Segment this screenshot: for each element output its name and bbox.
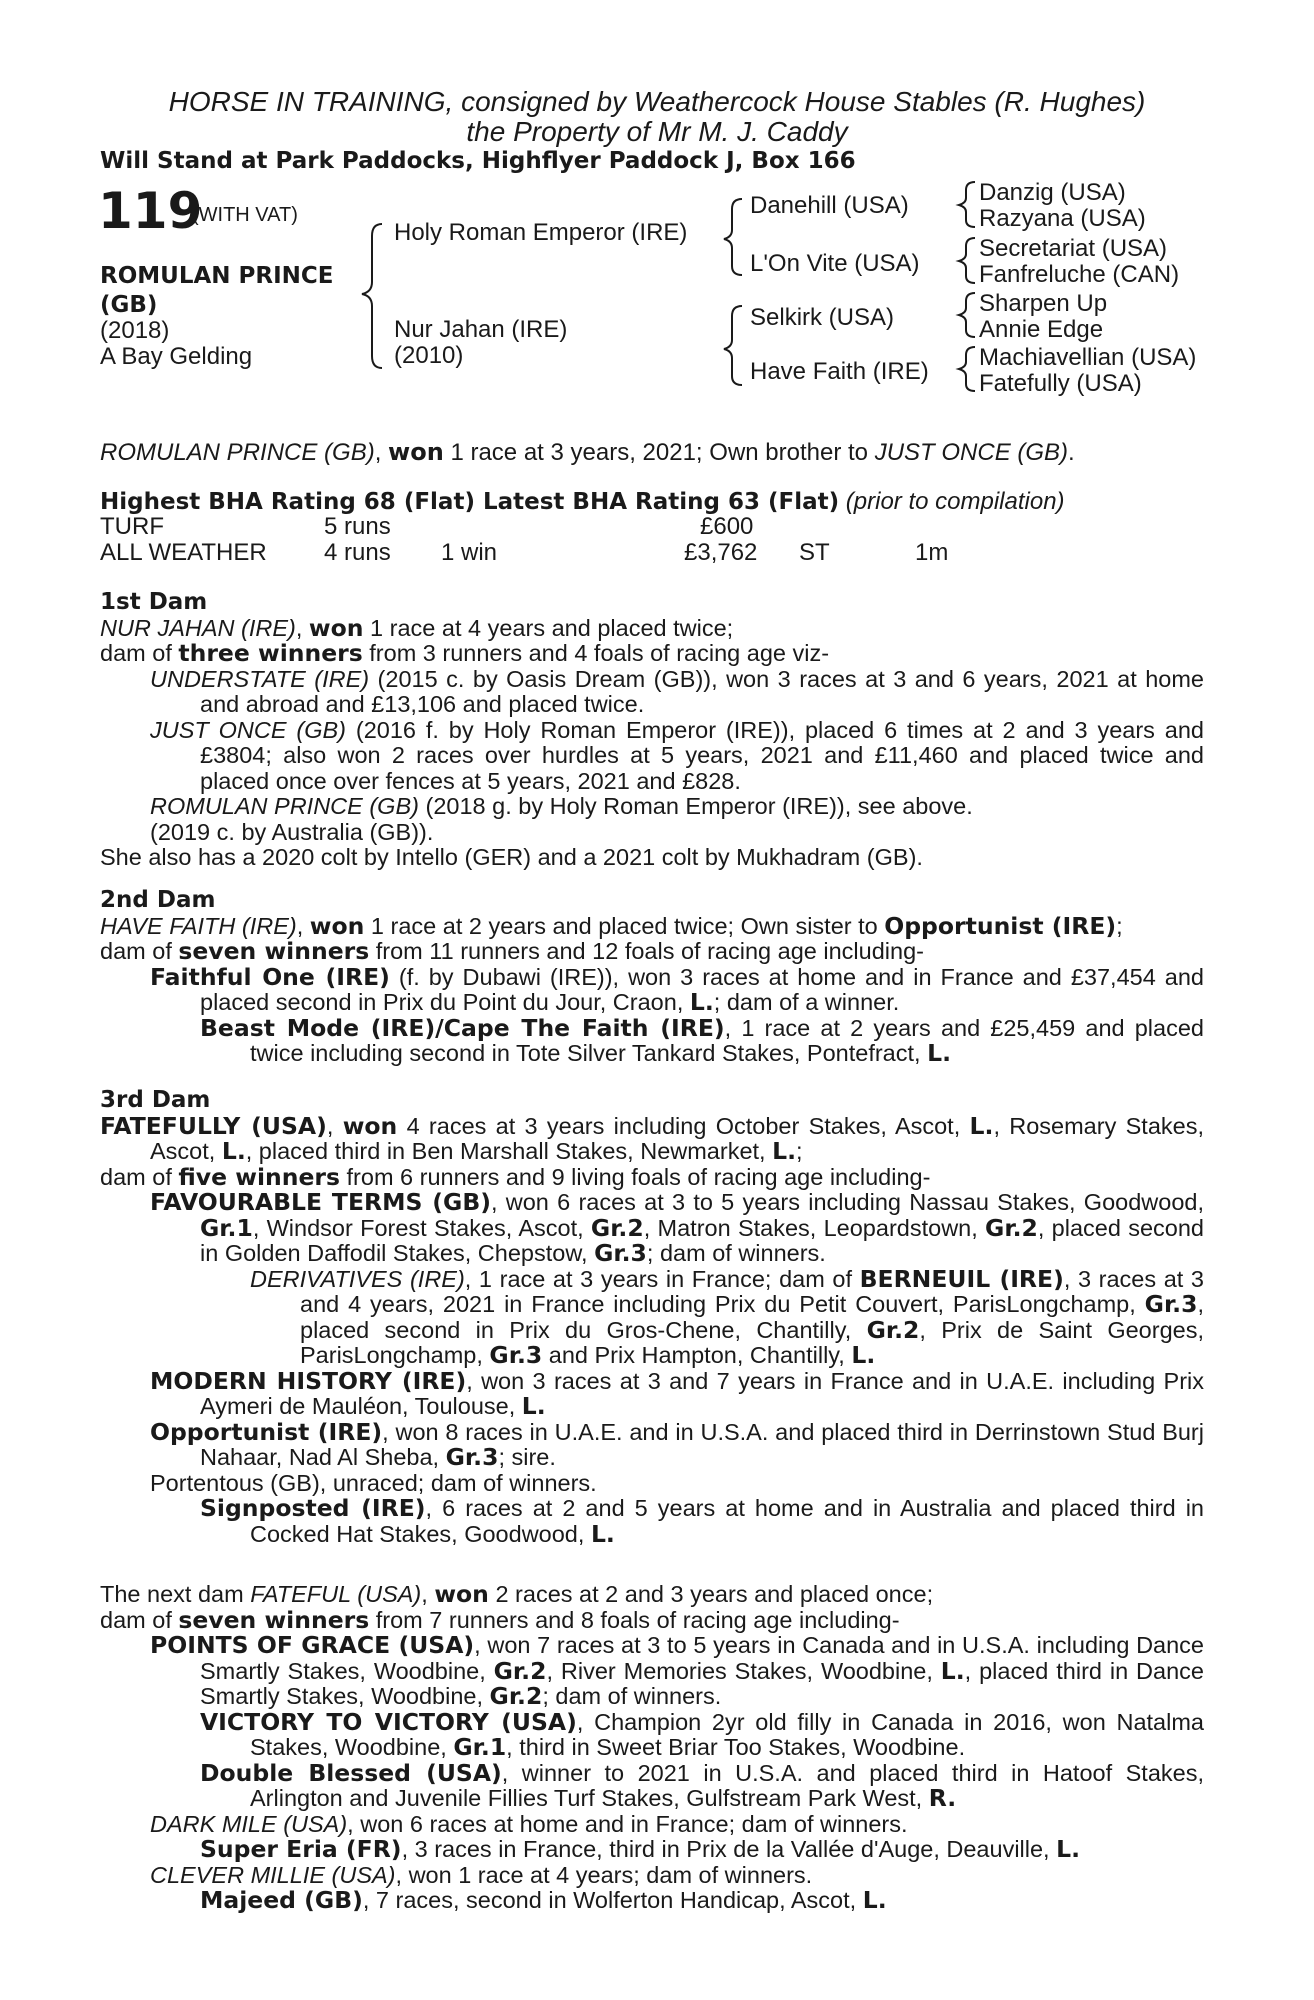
record-aw-runs: 4 runs bbox=[324, 539, 391, 566]
pedigree-g3: Secretariat (USA) bbox=[979, 235, 1168, 262]
horse-description: A Bay Gelding bbox=[100, 343, 253, 370]
pedigree-sire-dam: L'On Vite (USA) bbox=[750, 250, 920, 277]
pedigree-g4: Fanfreluche (CAN) bbox=[979, 261, 1180, 288]
first-dam-section: 1st Dam NUR JAHAN (IRE), won 1 race at 4 years and placed twice; dam of three winners from 3 runners and 4 foals of racing age viz- UNDERSTATE (IRE) (2015 c. by Oasis Dream (GB)), won 3 races at 3 and 6 years, 2021 at home and abroad and £13,106 and placed twice. JUST ONCE (GB) (2016 f. by Holy Roman Emperor (IRE)), placed 6 times at 2 and 3 years and £3804; also won 2 races over hurdles at 5 years, 2021 and £11,460 and placed twice and placed once over fences at 5 years, 2021 and £828. ROMULAN PRINCE (GB) (2018 g. by Holy Roman Emperor (IRE)), see above. (2019 c. by Australia (GB)). She also has a 2020 colt by Intello (GER) and a 2021 colt by Mukhadram (GB). bbox=[100, 589, 1205, 870]
pedigree-dam-dam: Have Faith (IRE) bbox=[750, 358, 929, 385]
brace-main bbox=[362, 224, 382, 368]
record-aw-distance: 1m bbox=[915, 539, 949, 566]
horse-country: (GB) bbox=[100, 292, 158, 318]
brace-sire bbox=[724, 199, 742, 275]
second-dam-section: 2nd Dam HAVE FAITH (IRE), won 1 race at 2 years and placed twice; Own sister to Opportunist (IRE); dam of seven winners from 11 runners and 12 foals of racing age including- Faithful One (IRE) (f. by Dubawi (IRE)), won 3 races at home and in France and £37,454 and placed second in Prix du Point du Jour, Craon, L.; dam of a winner. Beast Mode (IRE)/Cape The Faith (IRE), 1 race at 2 years and £25,459 and placed twice including second in Tote Silver Tankard Stakes, Pontefract, L. bbox=[100, 887, 1204, 1067]
produce-entry: ROMULAN PRINCE (GB) (2018 g. by Holy Roman Emperor (IRE)), see above. bbox=[150, 793, 973, 819]
pedigree-g2: Razyana (USA) bbox=[979, 205, 1146, 232]
property-line: the Property of Mr M. J. Caddy bbox=[466, 116, 848, 147]
pedigree-dam-year: (2010) bbox=[394, 342, 464, 369]
race-summary: ROMULAN PRINCE (GB), won 1 race at 3 years, 2021; Own brother to JUST ONCE (GB). bbox=[100, 438, 1075, 466]
third-dam-section: 3rd Dam FATEFULLY (USA), won 4 races at 3 years including October Stakes, Ascot, L., Rosemary Stakes, Ascot, L., placed third in Ben Marshall Stakes, Newmarket, L.; dam of five winners from 6 runners and 9 living foals of racing age including- FAVOURABLE TERMS (GB), won 6 races at 3 to 5 years including Nassau Stakes, Goodwood, Gr.1, Windsor Forest Stakes, Ascot, Gr.2, Matron Stakes, Leopardstown, Gr.2, placed second in Golden Daffodil Stakes, Chepstow, Gr.3; dam of winners. DERIVATIVES (IRE), 1 race at 3 years in France; dam of BERNEUIL (IRE), 3 races at 3 and 4 years, 2021 in France including Prix du Petit Couvert, ParisLongchamp, Gr.3, placed second in Prix du Gros-Chene, Chantilly, Gr.2, Prix de Saint Georges, ParisLongchamp, Gr.3 and Prix Hampton, Chantilly, L. MODERN HISTORY (IRE), won 3 races at 3 and 7 years in France and in U.A.E. including Prix Aymeri de Mauléon, Toulouse, L. Opportunist (IRE), won 8 races in U.A.E. and in U.S.A. and placed third in Derrinstown Stud Burj Nahaar, Nad Al Sheba, Gr.3; sire. Portentous (GB), unraced; dam of winners. Signposted (IRE), 6 races at 2 and 5 years at home and in Australia and placed third in Cocked Hat Stakes, Goodwood, L. bbox=[100, 1087, 1204, 1548]
pedigree-sire-sire: Danehill (USA) bbox=[750, 192, 909, 219]
pedigree-g6: Annie Edge bbox=[979, 316, 1104, 343]
record-turf-surface: TURF bbox=[100, 513, 164, 540]
stand-location: Will Stand at Park Paddocks, Highflyer Paddock J, Box 166 bbox=[100, 148, 856, 174]
consignor-line: HORSE IN TRAINING, consigned by Weathercock House Stables (R. Hughes) bbox=[168, 86, 1146, 117]
summary-text: 1 race at 3 years, 2021; Own brother to bbox=[443, 439, 875, 466]
summary-name: ROMULAN PRINCE (GB) bbox=[100, 439, 375, 466]
record-aw-wins: 1 win bbox=[441, 539, 498, 566]
brace-g1 bbox=[959, 182, 975, 227]
lot-number: 119 bbox=[98, 182, 203, 240]
produce-entry: JUST ONCE (GB) (2016 f. by Holy Roman Emperor (IRE)), placed 6 times at 2 and 3 years and £3804; also won 2 races over hurdles at 5 years, 2021 and £11,460 and placed twice and placed once over fences at 5 years, 2021 and £828. bbox=[150, 716, 1205, 794]
pedigree-dam: Nur Jahan (IRE) bbox=[394, 316, 568, 343]
summary-won: won bbox=[388, 438, 444, 466]
next-dam-section: The next dam FATEFUL (USA), won 2 races at 2 and 3 years and placed once; dam of seven winners from 7 runners and 8 foals of racing age including- POINTS OF GRACE (USA), won 7 races at 3 to 5 years in Canada and in U.S.A. including Dance Smartly Stakes, Woodbine, Gr.2, River Memories Stakes, Woodbine, L., placed third in Dance Smartly Stakes, Woodbine, Gr.2; dam of winners. VICTORY TO VICTORY (USA), Champion 2yr old filly in Canada in 2016, won Natalma Stakes, Woodbine, Gr.1, third in Sweet Briar Too Stakes, Woodbine. Double Blessed (USA), winner to 2021 in U.S.A. and placed third in Hatoof Stakes, Arlington and Juvenile Fillies Turf Stakes, Gulfstream Park West, R. DARK MILE (USA), won 6 races at home and in France; dam of winners. Super Eria (FR), 3 races in France, third in Prix de la Vallée d'Auge, Deauville, L. CLEVER MILLIE (USA), won 1 race at 4 years; dam of winners. Majeed (GB), 7 races, second in Wolferton Handicap, Ascot, L. bbox=[100, 1580, 1204, 1914]
produce-entry: (2019 c. by Australia (GB)). bbox=[150, 818, 434, 845]
horse-foaled: (2018) bbox=[100, 317, 170, 344]
record-aw-course: ST bbox=[799, 539, 830, 566]
brace-dam bbox=[724, 306, 742, 385]
pedigree-g5: Sharpen Up bbox=[979, 290, 1108, 317]
record-aw-prize: £3,762 bbox=[684, 539, 758, 566]
pedigree-g8: Fatefully (USA) bbox=[979, 370, 1142, 397]
bha-rating bbox=[100, 489, 1065, 515]
pedigree-g1: Danzig (USA) bbox=[979, 179, 1126, 206]
vat-note: (WITH VAT) bbox=[192, 204, 298, 226]
pedigree-sire: Holy Roman Emperor (IRE) bbox=[394, 219, 688, 246]
summary-brother: JUST ONCE (GB) bbox=[874, 439, 1069, 466]
record-turf-runs: 5 runs bbox=[324, 513, 391, 540]
pedigree-dam-sire: Selkirk (USA) bbox=[750, 304, 895, 331]
pedigree-g7: Machiavellian (USA) bbox=[979, 344, 1197, 371]
brace-g4 bbox=[959, 347, 975, 391]
horse-name: ROMULAN PRINCE bbox=[100, 263, 334, 289]
dam-name: NUR JAHAN (IRE) bbox=[100, 614, 296, 641]
record-aw-surface: ALL WEATHER bbox=[100, 539, 267, 566]
record-turf-prize: £600 bbox=[700, 513, 754, 540]
brace-g3 bbox=[959, 293, 975, 337]
also-note: She also has a 2020 colt by Intello (GER) and a 2021 colt by Mukhadram (GB). bbox=[100, 844, 923, 870]
rating-note: (prior to compilation) bbox=[845, 488, 1065, 515]
rating-heading: Highest BHA Rating 68 (Flat) Latest BHA Rating 63 (Flat) bbox=[100, 489, 840, 515]
produce-entry: UNDERSTATE (IRE) (2015 c. by Oasis Dream (GB)), won 3 races at 3 and 6 years, 2021 at home and abroad and £13,106 and placed twice. bbox=[150, 665, 1204, 717]
brace-g2 bbox=[959, 238, 975, 283]
section-title: 1st Dam bbox=[100, 589, 208, 615]
